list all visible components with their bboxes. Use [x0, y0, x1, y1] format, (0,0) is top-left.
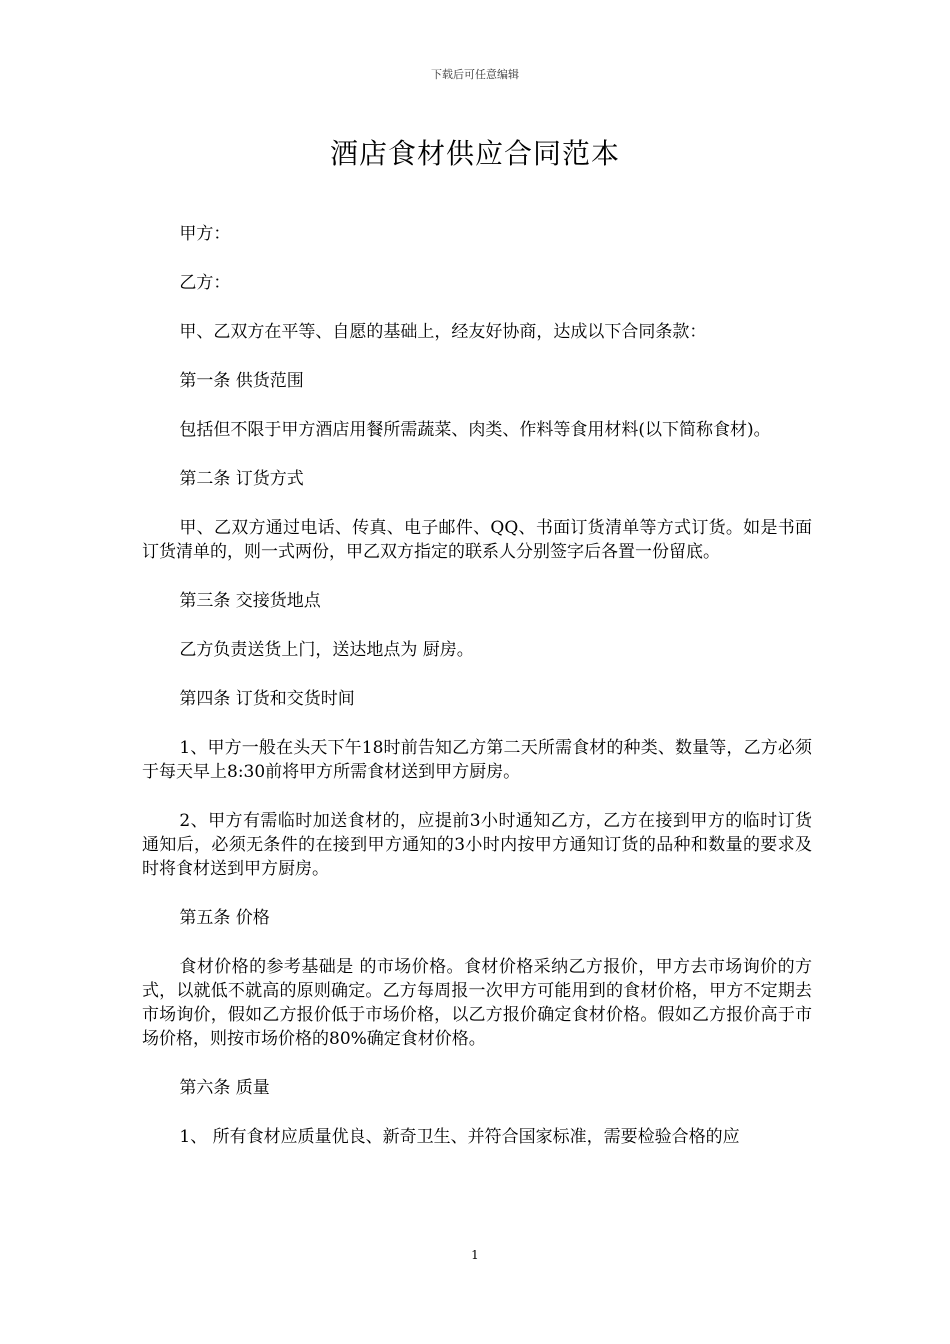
article-5-text: 食材价格的参考基础是 的市场价格。食材价格采纳乙方报价，甲方去市场询价的方式，以就低不就高的原则确定。乙方每周报一次甲方可能用到的食材价格，甲方不定期去市场询价，假如乙方报价低于市场价格，以乙方报价确定食材价格。假如乙方报价高于市场价格，则按市场价格的80%确定食材价格。: [142, 957, 812, 1049]
party-b-line: 乙方：: [179, 273, 231, 293]
article-1-text: 包括但不限于甲方酒店用餐所需蔬菜、肉类、作料等食用材料(以下简称食材)。: [179, 420, 771, 440]
article-4-item-2: 2、甲方有需临时加送食材的，应提前3小时通知乙方，乙方在接到甲方的临时订货通知后，必须无条件的在接到甲方通知的3小时内按甲方通知订货的品种和数量的要求及时将食材送到甲方厨房。: [142, 811, 812, 879]
document-title: 酒店食材供应合同范本: [329, 137, 620, 170]
article-3-text: 乙方负责送货上门，送达地点为 厨房。: [179, 640, 474, 660]
article-2-heading: 第二条 订货方式: [179, 469, 304, 489]
article-1-heading: 第一条 供货范围: [179, 371, 304, 391]
article-4-heading: 第四条 订货和交货时间: [179, 689, 355, 709]
page-number: 1: [471, 1248, 479, 1262]
article-5-heading: 第五条 价格: [179, 908, 270, 928]
document-body: [142, 222, 812, 1174]
header-note: 下载后可任意编辑: [431, 68, 519, 81]
article-4-item-1: 1、甲方一般在头天下午18时前告知乙方第二天所需食材的种类、数量等，乙方必须于每天早上8:30前将甲方所需食材送到甲方厨房。: [142, 738, 812, 782]
article-3-heading: 第三条 交接货地点: [179, 591, 321, 611]
article-2-text: 甲、乙双方通过电话、传真、电子邮件、QQ、书面订货清单等方式订货。如是书面订货清单的，则一式两份，甲乙双方指定的联系人分别签字后各置一份留底。: [142, 518, 812, 562]
preamble-paragraph: 甲、乙双方在平等、自愿的基础上，经友好协商，达成以下合同条款：: [179, 322, 707, 342]
party-a-line: 甲方：: [179, 224, 231, 244]
article-6-item-1: 1、 所有食材应质量优良、新奇卫生、并符合国家标准，需要检验合格的应: [179, 1127, 740, 1147]
article-6-heading: 第六条 质量: [179, 1078, 270, 1098]
